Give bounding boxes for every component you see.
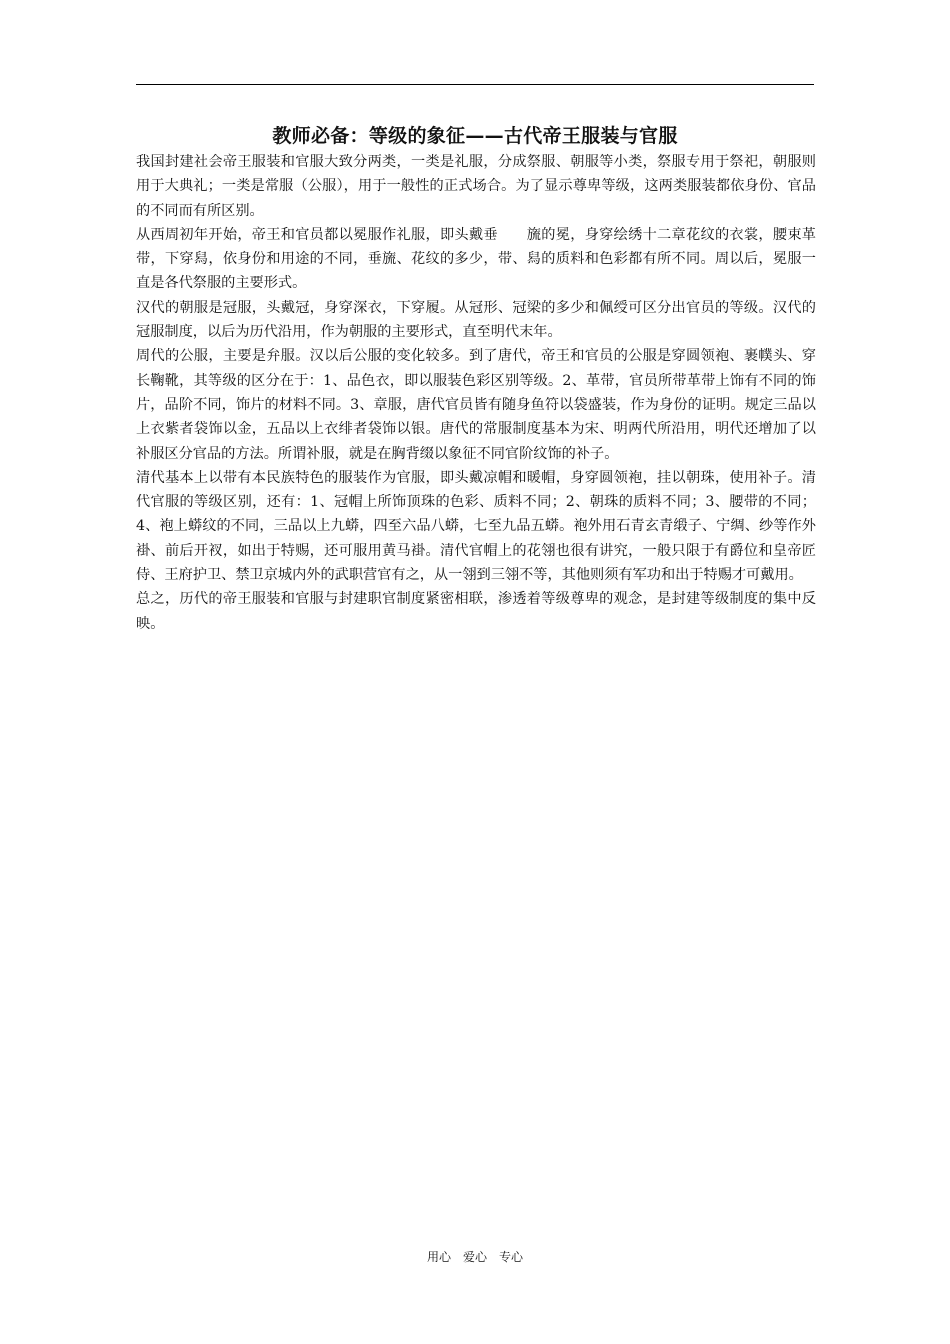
paragraph-conclusion: 总之，历代的帝王服装和官服与封建职官制度紧密相联，渗透着等级尊卑的观念，是封建等级制度的集中反映。 (136, 591, 816, 632)
paragraph-qing: 清代基本上以带有本民族特色的服装作为官服，即头戴凉帽和暖帽，身穿圆领袍，挂以朝珠，使用补子。清代官服的等级区别，还有：1、冠帽上所饰顶珠的色彩、质料不同；2、朝珠的质料不同；3、腰带的不同；4、袍上蟒纹的不同，三品以上九蟒，四至六品八蟒，七至九品五蟒。袍外用石青玄青缎子、宁绸、纱等作外褂、前后开衩，如出于特赐，还可服用黄马褂。清代官帽上的花翎也很有讲究，一般只限于有爵位和皇帝匠侍、王府护卫、禁卫京城内外的武职营官有之，从一翎到三翎不等，其他则须有军功和出于特赐才可戴用。 (136, 469, 816, 584)
paragraph-intro: 我国封建社会帝王服装和官服大致分两类，一类是礼服，分成祭服、朝服等小类，祭服专用于祭祀，朝服则用于大典礼；一类是常服（公服），用于一般性的正式场合。为了显示尊卑等级，这两类服装都依身份、官品的不同而有所区别。 (136, 154, 816, 219)
paragraph-tang: 周代的公服，主要是弁服。汉以后公服的变化较多。到了唐代，帝王和官员的公服是穿圆领袍、裹幞头、穿长鞠靴，其等级的区分在于：1、品色衣，即以服装色彩区别等级。2、革带，官员所带革带上饰有不同的饰片，品阶不同，饰片的材料不同。3、章服，唐代官员皆有随身鱼符以袋盛装，作为身份的证明。规定三品以上衣紫者袋饰以金，五品以上衣绯者袋饰以银。唐代的常服制度基本为宋、明两代所沿用，明代还增加了以补服区分官品的方法。所谓补服，就是在胸背缀以象征不同官阶纹饰的补子。 (136, 348, 816, 462)
header-rule (136, 84, 814, 85)
paragraph-western-zhou: 从西周初年开始，帝王和官员都以冕服作礼服，即头戴垂 旒的冕，身穿绘绣十二章花纹的衣裳，腰束革带，下穿舄，依身份和用途的不同，垂旒、花纹的多少，带、舄的质料和色彩都有所不同。周以后，冕服一直是各代祭服的主要形式。 (136, 226, 816, 292)
document-body (136, 150, 816, 636)
document-title: 教师必备：等级的象征——古代帝王服装与官服 (272, 125, 678, 147)
paragraph-han: 汉代的朝服是冠服，头戴冠，身穿深衣，下穿履。从冠形、冠梁的多少和佩绶可区分出官员的等级。汉代的冠服制度，以后为历代沿用，作为朝服的主要形式，直至明代末年。 (136, 299, 816, 341)
page-footer: 用心 爱心 专心 (426, 1250, 523, 1264)
